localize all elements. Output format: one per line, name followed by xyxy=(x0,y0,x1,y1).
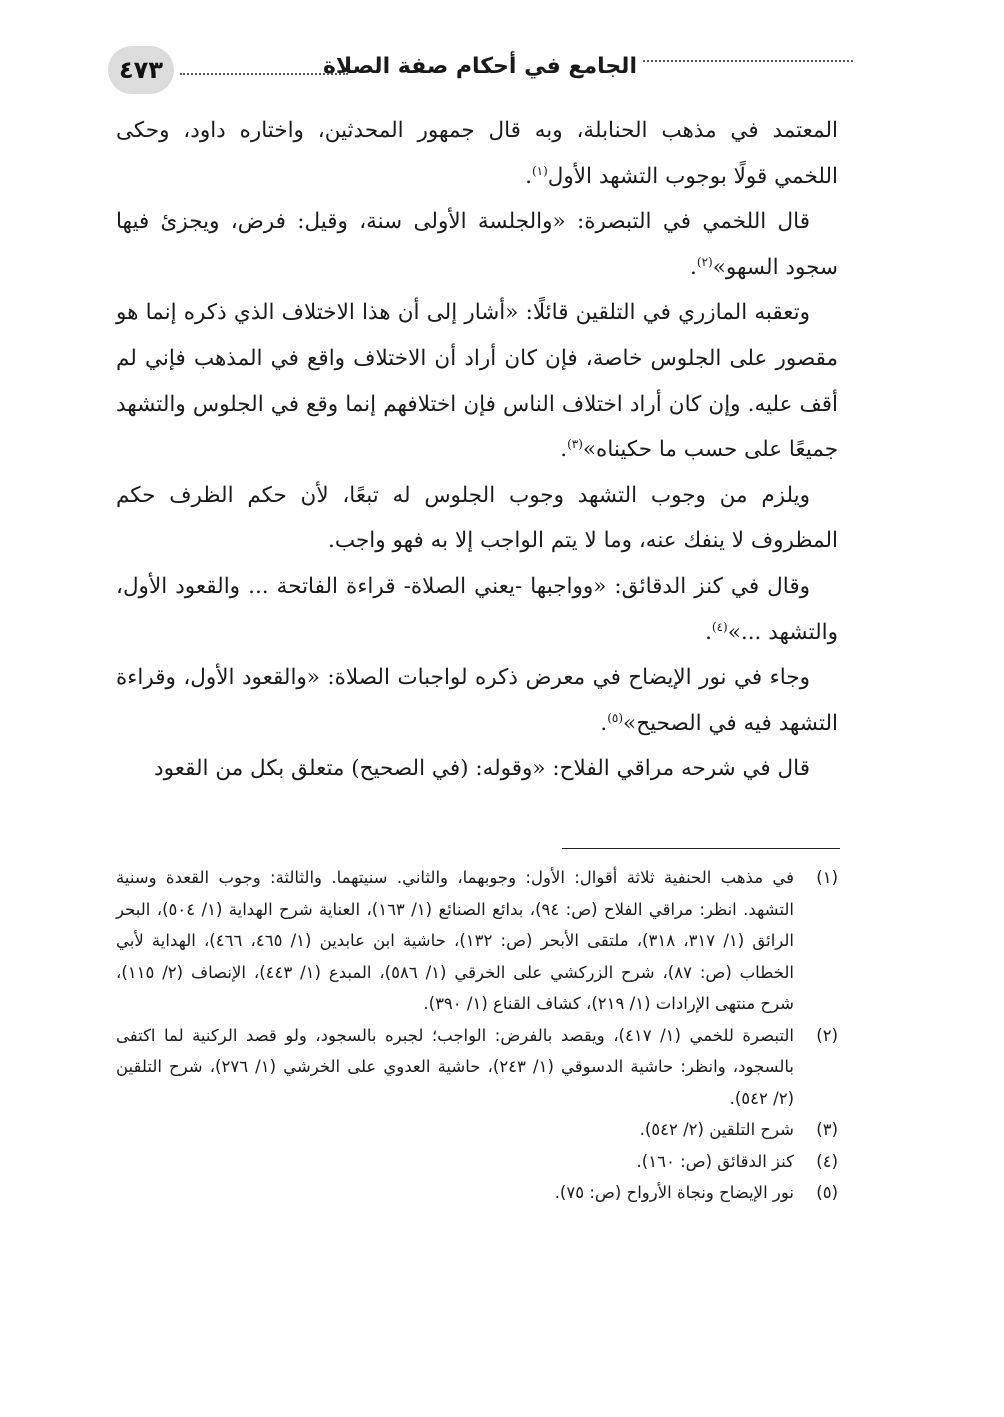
page-number: ٤٧٣ xyxy=(108,46,174,94)
footnote-ref: (٤) xyxy=(711,619,728,634)
footnote-item xyxy=(116,1020,838,1115)
footnote-ref: (٢) xyxy=(696,254,713,269)
footnote-text: نور الإيضاح ونجاة الأرواح (ص: ٧٥). xyxy=(554,1183,794,1202)
footnote-text: التبصرة للخمي (١/ ٤١٧)، ويقصد بالفرض: الواجب؛ لجبره بالسجود، ولو قصد الركنية لما اكتفى بالسجود، وانظر: حاشية الدسوقي (١/ ٢٤٣)، حاشية العدوي على الخرشي (١/ ٢٧٦)، شرح التلقين (٢/ ٥٤٢). xyxy=(116,1025,794,1108)
paragraph: وتعقبه المازري في التلقين قائلًا: «أشار إلى أن هذا الاختلاف الذي ذكره إنما هو مقصور على الجلوس خاصة، فإن كان أراد أن الاختلاف واقع في المذهب فإني لم أقف عليه. وإن كان أراد اختلاف الناس فإن اختلافهم إنما وقع في الجلوس والتشهد جميعًا على حسب ما حكيناه»$^{(٣)}$. xyxy=(116,300,838,463)
footnote-item xyxy=(116,1146,838,1178)
page-header xyxy=(108,44,853,100)
paragraph: وجاء في نور الإيضاح في معرض ذكره لواجبات الصلاة: «والقعود الأول، وقراءة التشهد فيه في الصحيح»$^{(٥)}$. xyxy=(116,665,838,736)
footnote-ref: (١) xyxy=(531,163,548,178)
footnote-ref: (٣) xyxy=(567,437,583,451)
header-dots-right xyxy=(643,60,853,62)
footnote-number: (٤) xyxy=(816,1151,838,1171)
footnote-text: في مذهب الحنفية ثلاثة أقوال: الأول: وجوبهما، والثاني. سنيتهما. والثالثة: وجوب القعدة وسنية التشهد. انظر: مراقي الفلاح (ص: ٩٤)، بدائع الصنائع (١/ ١٦٣)، العناية شرح الهداية (١/ ٥٠٤)، البحر الرائق (١/ ٣١٧، ٣١٨)، ملتقى الأبحر (ص: ١٣٢)، حاشية ابن عابدين (١/ ٤٦٥، ٤٦٦)، الهداية لأبي الخطاب (ص: ٨٧)، شرح الزركشي على الخرقي (١/ ٥٨٦)، المبدع (١/ ٤٤٣)، الإنصاف (٢/ ١١٥)، شرح منتهى الإرادات (١/ ٢١٩)، كشاف القناع (١/ ٣٩٠). xyxy=(116,868,795,1013)
footnote-text: كنز الدقائق (ص: ١٦٠). xyxy=(636,1151,794,1171)
footnote-item xyxy=(116,1114,838,1146)
footnote-number: (٣) xyxy=(816,1120,838,1139)
footnote-separator xyxy=(562,848,840,849)
paragraph: المعتمد في مذهب الحنابلة، وبه قال جمهور المحدثين، واختاره داود، وحكى اللخمي قولًا بوجوب التشهد الأول$^{(١)}$. xyxy=(116,118,838,189)
footnote-item xyxy=(116,1177,838,1209)
paragraph: ويلزم من وجوب التشهد وجوب الجلوس له تبعًا، لأن حكم الظرف حكم المظروف لا ينفك عنه، وما لا يتم الواجب إلا به فهو واجب. xyxy=(116,482,838,554)
footnote-ref: (٥) xyxy=(607,710,624,725)
footnote-number: (١) xyxy=(816,868,838,887)
header-dots-left xyxy=(180,73,348,75)
paragraph: وقال في كنز الدقائق: «وواجبها -يعني الصلاة- قراءة الفاتحة ... والقعود الأول، والتشهد ...»$^{(٤)}$. xyxy=(116,573,838,645)
footnote-item xyxy=(116,862,838,1020)
running-title: الجامع في أحكام صفة الصلاة xyxy=(317,54,643,79)
paragraph: قال اللخمي في التبصرة: «والجلسة الأولى سنة، وقيل: فرض، ويجزئ فيها سجود السهو»$^{(٢)}$. xyxy=(116,209,838,280)
main-text xyxy=(116,108,838,792)
footnote-number: (٥) xyxy=(816,1183,838,1202)
footnote-number: (٢) xyxy=(816,1025,838,1045)
footnotes xyxy=(116,862,838,1209)
footnote-text: شرح التلقين (٢/ ٥٤٢). xyxy=(639,1120,794,1139)
paragraph: قال في شرحه مراقي الفلاح: «وقوله: (في الصحيح) متعلق بكل من القعود xyxy=(154,756,810,782)
